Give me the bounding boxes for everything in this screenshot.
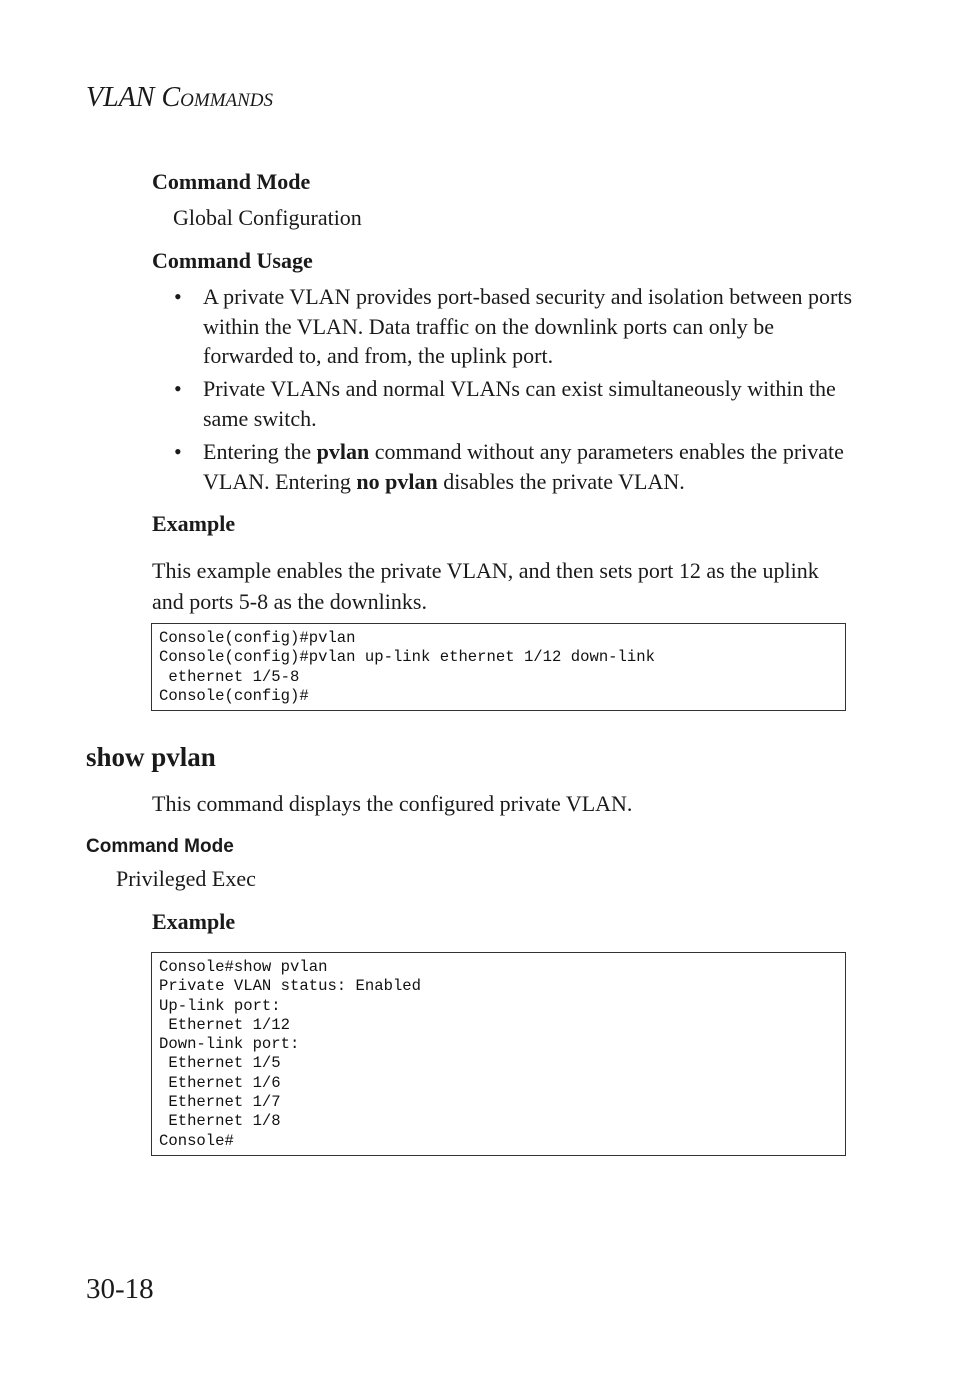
section-title: show pvlan: [86, 742, 216, 772]
running-head-large: VLAN C: [86, 82, 181, 113]
code-example-pvlan: Console(config)#pvlan Console(config)#pvlan up-link ethernet 1/12 down-link ethernet 1/5-8 Console(config)#: [151, 623, 846, 711]
show-example-heading: Example: [152, 909, 236, 934]
command-mode-value: Global Configuration: [173, 205, 362, 230]
section-description: This command displays the configured private VLAN.: [152, 791, 633, 816]
command-mode-heading: Command Mode: [152, 169, 311, 194]
bullet-mark: •: [174, 284, 182, 309]
running-head-small: OMMANDS: [180, 90, 274, 111]
usage-bullet-text: [203, 437, 853, 496]
example-heading: Example: [152, 511, 236, 536]
bullet-mark: •: [174, 439, 182, 464]
text-segment: disables the private VLAN.: [437, 468, 685, 494]
usage-bullet-text: Private VLANs and normal VLANs can exist simultaneously within the same switch.: [203, 376, 836, 431]
command-keyword: pvlan: [316, 439, 370, 464]
example-intro: This example enables the private VLAN, and then sets port 12 as the uplink and ports 5-8 as the downlinks.: [152, 558, 819, 614]
page-number: 30-18: [86, 1273, 154, 1305]
code-example-show-pvlan: Console#show pvlan Private VLAN status: Enabled Up-link port: Ethernet 1/12 Down-link port: Ethernet 1/5 Ethernet 1/6 Ethernet 1/7 Ethernet 1/8 Console#: [151, 952, 846, 1156]
running-head: [86, 80, 273, 119]
bullet-mark: •: [174, 376, 182, 401]
command-usage-heading: Command Usage: [152, 248, 313, 273]
text-segment: command without any parameters enables the private VLAN. Entering: [203, 439, 844, 494]
text-segment: Entering the: [203, 439, 317, 464]
show-command-mode-value: Privileged Exec: [116, 866, 256, 891]
usage-bullet-text: A private VLAN provides port-based security and isolation between ports within the VLAN. Data traffic on the downlink ports can only be forwarded to, and from, the uplink port.: [203, 284, 853, 368]
command-keyword: no pvlan: [356, 468, 438, 494]
show-command-mode-heading: Command Mode: [86, 836, 234, 857]
